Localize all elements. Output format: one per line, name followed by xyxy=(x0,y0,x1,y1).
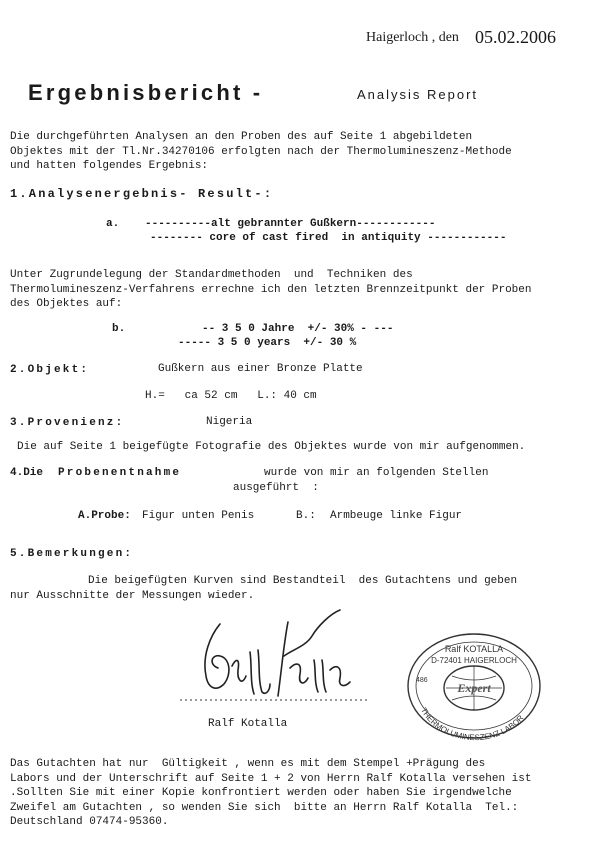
sampling-text-1: wurde von mir an folgenden Stellen xyxy=(264,467,489,479)
section-4-prefix: 4.Die xyxy=(10,467,44,479)
section-5-heading: 5.Bemerkungen: xyxy=(10,548,134,560)
provenance-value: Nigeria xyxy=(206,416,253,428)
section-1-heading: 1.Analysenergebnis- Result-: xyxy=(10,187,274,201)
probe-a-value: Figur unten Penis xyxy=(142,510,255,522)
photo-note: Die auf Seite 1 beigefügte Fotografie des Objektes wurde von mir aufgenommen. xyxy=(17,441,526,453)
section-4-heading: Probenentnahme xyxy=(58,467,182,479)
object-dimensions: H.= ca 52 cm L.: 40 cm xyxy=(145,390,317,402)
stamp-center-text: Expert xyxy=(457,681,491,695)
signature-drawing xyxy=(180,606,370,706)
basis-line-1: Unter Zugrundelegung der Standardmethoden und Techniken des xyxy=(10,269,413,281)
sampling-text-2: ausgeführt : xyxy=(233,482,319,494)
section-2-heading: 2.Objekt: xyxy=(10,364,90,376)
footer-line-1: Das Gutachten hat nur Gültigkeit , wenn es mit dem Stempel +Prägung des xyxy=(10,758,486,770)
section-1-item-label: a. xyxy=(106,218,120,230)
signature-name: Ralf Kotalla xyxy=(208,718,288,730)
result-en: -------- core of cast fired in antiquity ------------ xyxy=(150,232,507,244)
footer-line-5: Deutschland 07474-95360. xyxy=(10,816,169,828)
stamp-line-2: D-72401 HAIGERLOCH xyxy=(431,656,517,665)
header-date: 05.02.2006 xyxy=(475,27,556,47)
stamp-line-3: THERMOLUMINESZENZ LABOR xyxy=(418,706,526,742)
probe-a-label: A.Probe: xyxy=(78,510,131,522)
remarks-line-2: nur Ausschnitte der Messungen wieder. xyxy=(10,590,255,602)
result-de: ----------alt gebrannter Gußkern------------ xyxy=(145,218,436,230)
dating-label: b. xyxy=(112,323,126,335)
basis-line-3: des Objektes auf: xyxy=(10,298,123,310)
probe-b-value: Armbeuge linke Figur xyxy=(330,510,463,522)
probe-b-label: B.: xyxy=(296,510,316,522)
basis-line-2: Thermolumineszenz-Verfahrens errechne ich den letzten Brennzeitpunkt der Proben xyxy=(10,283,532,296)
object-value: Gußkern aus einer Bronze Platte xyxy=(158,363,363,375)
intro-line-2: Objektes mit der Tl.Nr.34270106 erfolgten nach der Thermolumineszenz-Methode xyxy=(10,145,512,158)
stamp-line-1: Ralf KOTALLA xyxy=(444,644,504,654)
lab-stamp xyxy=(398,622,548,742)
footer-line-2: Labors und der Unterschrift auf Seite 1 + 2 von Herrn Ralf Kotalla versehen ist xyxy=(10,772,532,785)
footer-line-3: .Sollten Sie mit einer Kopie konfrontiert werden oder haben Sie irgendwelche xyxy=(10,787,512,799)
intro-line-3: und hatten folgendes Ergebnis: xyxy=(10,160,209,172)
dating-en: ----- 3 5 0 years +/- 30 % xyxy=(178,337,357,349)
report-subtitle: Analysis Report xyxy=(357,87,479,102)
section-3-heading: 3.Provenienz: xyxy=(10,417,125,429)
remarks-line-1: Die beigefügten Kurven sind Bestandteil des Gutachtens und geben xyxy=(88,575,518,587)
dating-de: -- 3 5 0 Jahre +/- 30% - --- xyxy=(202,323,394,335)
report-title: Ergebnisbericht - xyxy=(28,80,264,105)
header-place: Haigerloch , den xyxy=(366,30,459,45)
intro-line-1: Die durchgeführten Analysen an den Proben des auf Seite 1 abgebildeten xyxy=(10,131,473,143)
stamp-number: 486 xyxy=(416,677,428,684)
footer-line-4: Zweifel am Gutachten , so wenden Sie sich bitte an Herrn Ralf Kotalla Tel.: xyxy=(10,801,519,814)
